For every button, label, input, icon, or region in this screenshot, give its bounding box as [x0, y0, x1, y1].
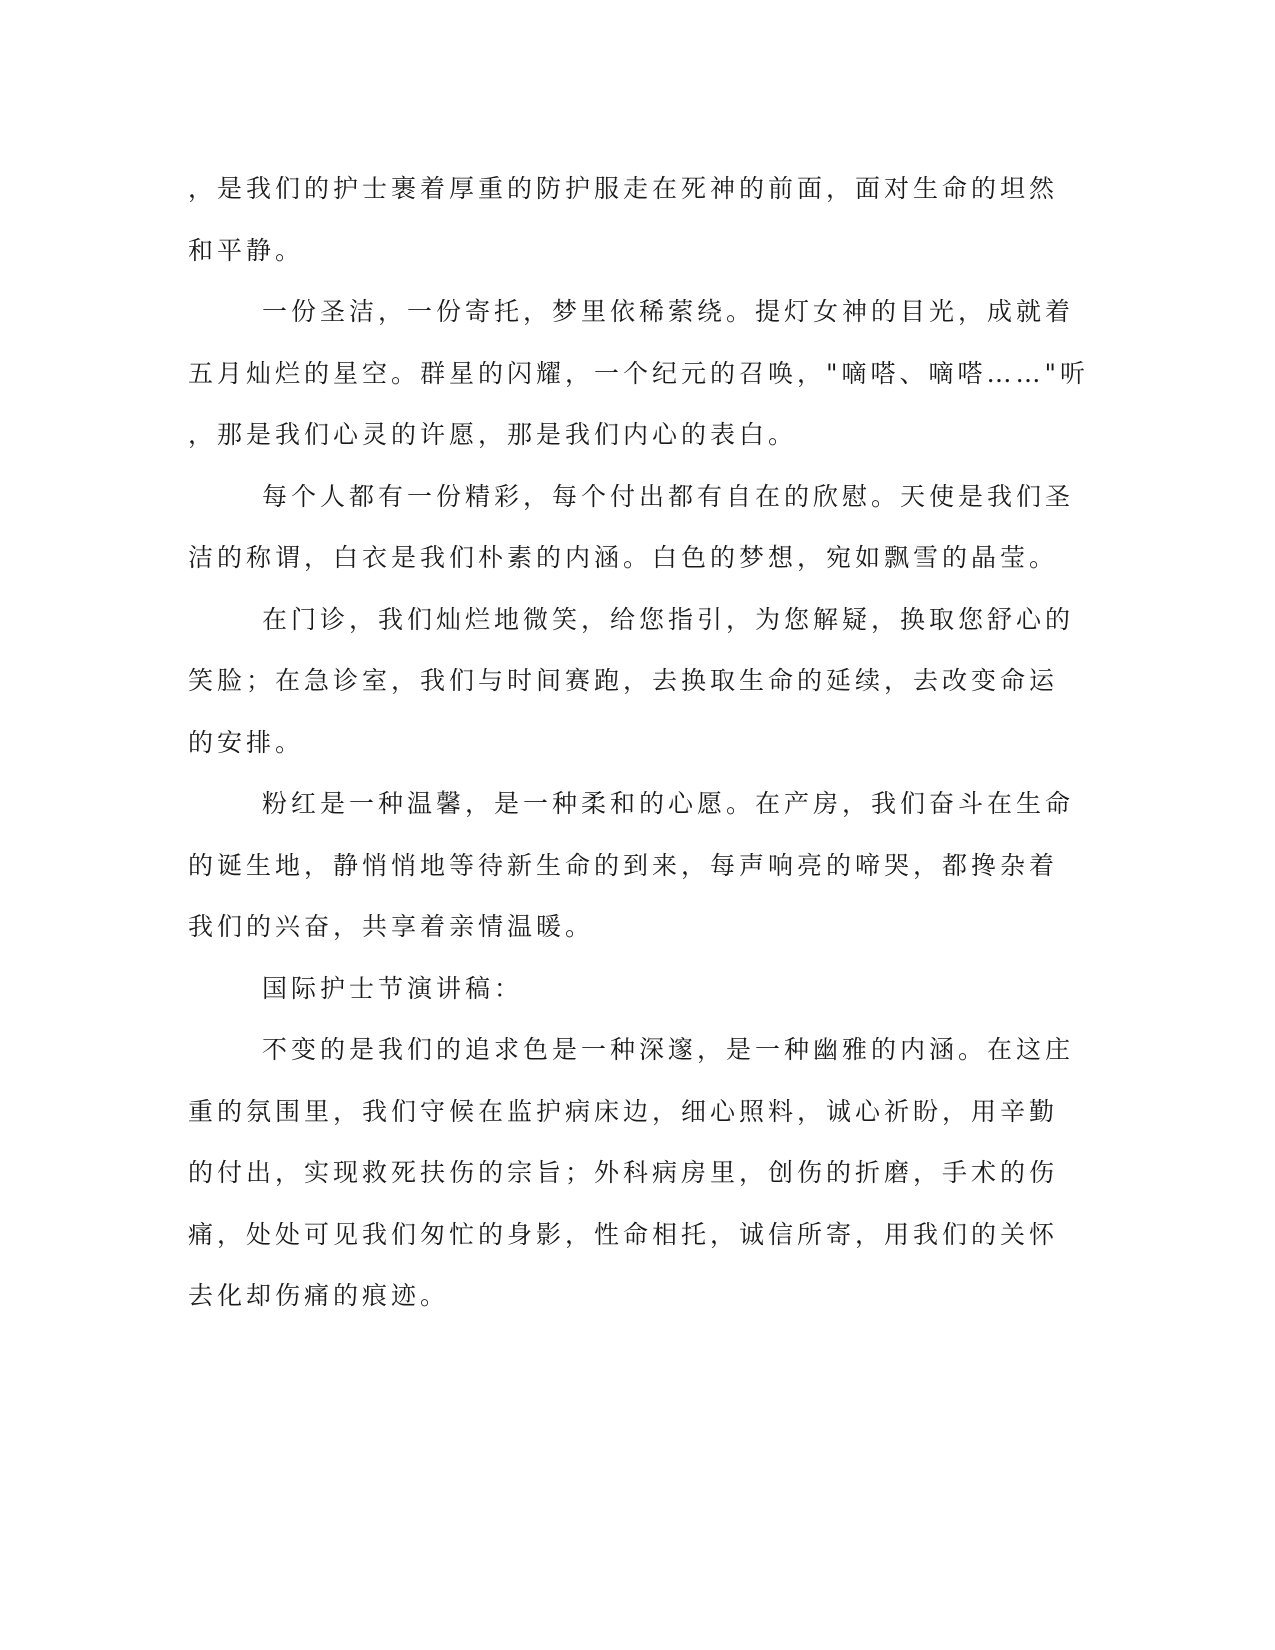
- paragraph-start-line: 不变的是我们的追求色是一种深邃，是一种幽雅的内涵。在这庄: [262, 1035, 1075, 1064]
- text-line: 重的氛围里，我们守候在监护病床边，细心照料，诚心祈盼，用辛勤: [188, 1096, 1059, 1126]
- text-line: 痛，处处可见我们匆忙的身影，性命相托，诚信所寄，用我们的关怀: [188, 1219, 1059, 1249]
- text-line: 去化却伤痛的痕迹。: [188, 1281, 450, 1310]
- text-line: 的安排。: [188, 727, 305, 757]
- text-line: 笑脸；在急诊室，我们与时间赛跑，去换取生命的延续，去改变命运: [188, 666, 1059, 695]
- paragraph-start-line: 一份圣洁，一份寄托，梦里依稀萦绕。提灯女神的目光，成就着: [262, 297, 1075, 326]
- text-line: 五月灿烂的星空。群星的闪耀，一个纪元的召唤，"嘀嗒、嘀嗒……"听: [188, 358, 1090, 388]
- text-line: 的诞生地，静悄悄地等待新生命的到来，每声响亮的啼哭，都搀杂着: [188, 850, 1059, 880]
- paragraph-start-line: 每个人都有一份精彩，每个付出都有自在的欣慰。天使是我们圣: [262, 481, 1075, 511]
- text-line: ，是我们的护士裹着厚重的防护服走在死神的前面，面对生命的坦然: [188, 174, 1059, 203]
- text-line: ，那是我们心灵的许愿，那是我们内心的表白。: [188, 420, 798, 449]
- text-line: 我们的兴奋，共享着亲情温暖。: [188, 912, 595, 941]
- section-heading: 国际护士节演讲稿：: [262, 973, 524, 1003]
- text-line: 洁的称谓，白衣是我们朴素的内涵。白色的梦想，宛如飘雪的晶莹。: [188, 543, 1059, 572]
- text-line: 的付出，实现救死扶伤的宗旨；外科病房里，创伤的折磨，手术的伤: [188, 1158, 1059, 1187]
- document-body: [188, 158, 1088, 1327]
- paragraph-start-line: 粉红是一种温馨，是一种柔和的心愿。在产房，我们奋斗在生命: [262, 789, 1075, 818]
- text-line: 和平静。: [188, 235, 305, 265]
- paragraph-start-line: 在门诊，我们灿烂地微笑，给您指引，为您解疑，换取您舒心的: [262, 604, 1075, 634]
